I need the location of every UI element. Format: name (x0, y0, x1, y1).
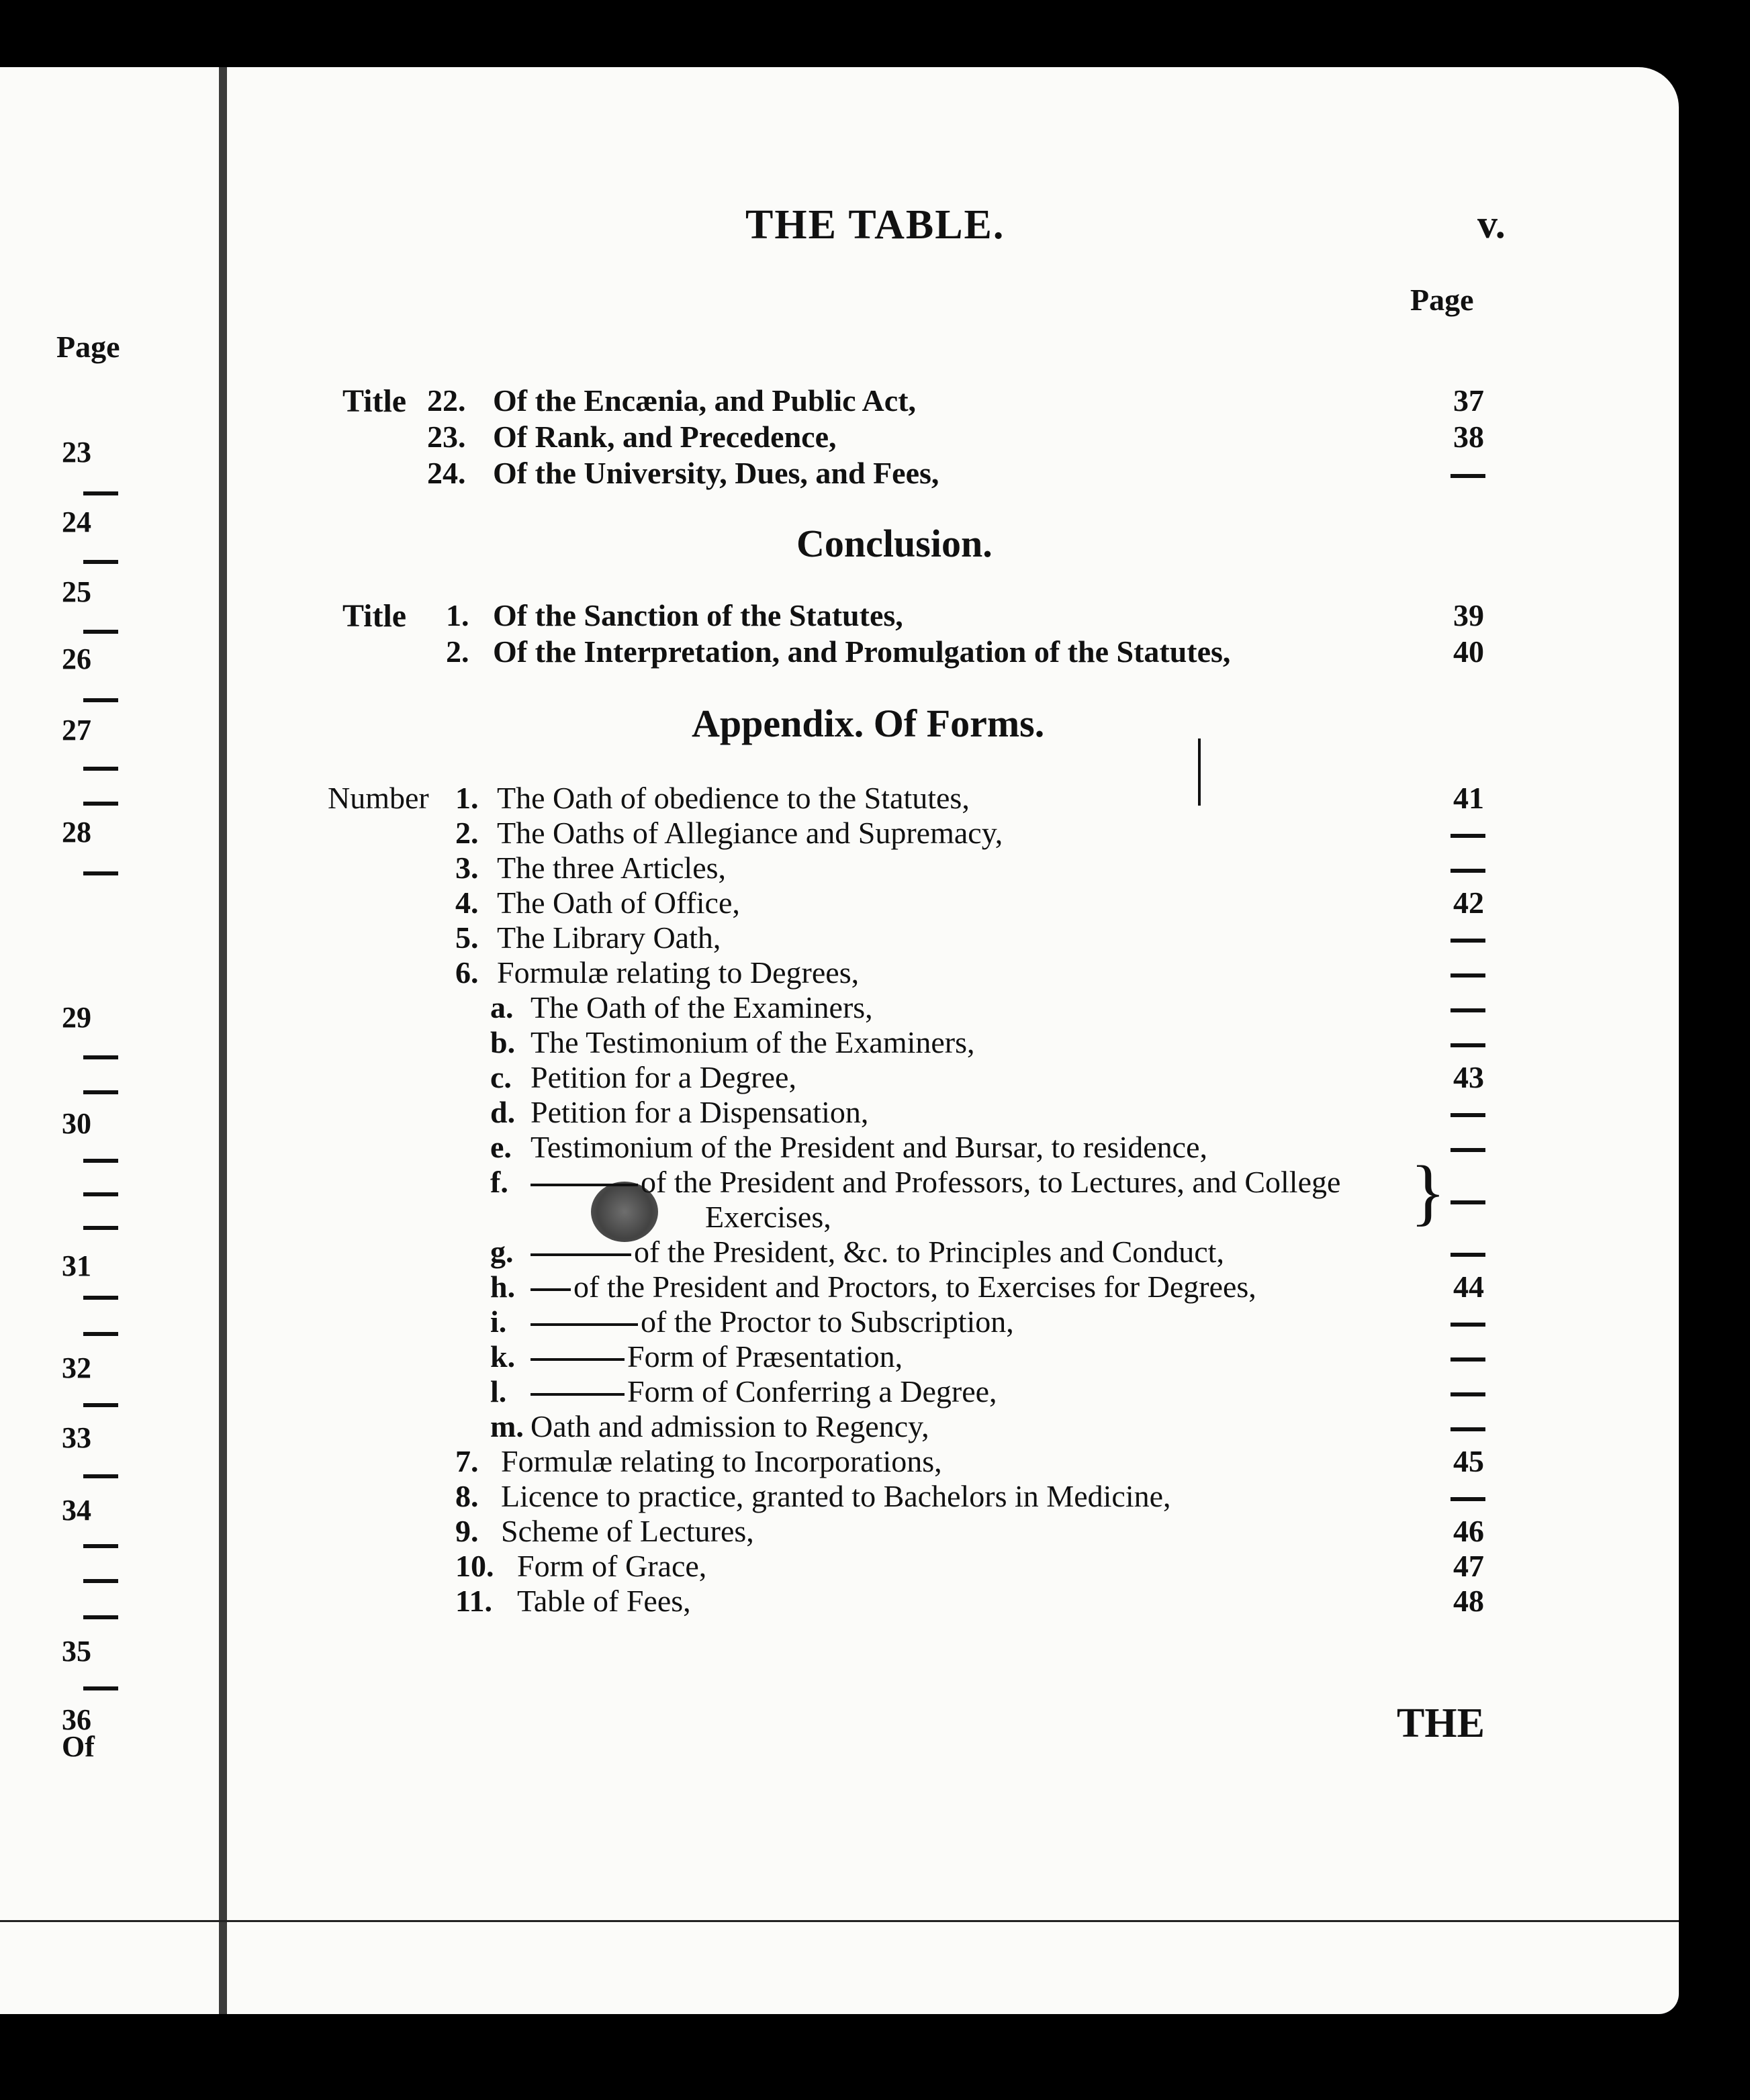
conclusion-title-label: Title (342, 598, 407, 634)
entry-text: The Oath of Office, (497, 886, 740, 920)
page-dash (1450, 1148, 1485, 1152)
entry-number: 24. (427, 456, 466, 490)
sub-entry-letter: d. (490, 1095, 516, 1129)
page-dash (1450, 1392, 1485, 1396)
sub-entry-row (531, 1059, 796, 1095)
page-dash (1450, 1113, 1485, 1117)
margin-dash (83, 1090, 118, 1094)
entry-text: The Oaths of Allegiance and Supremacy, (497, 816, 1003, 850)
sub-entry-row (531, 1304, 1014, 1339)
page-number: 37 (1453, 383, 1484, 418)
page-number: 38 (1453, 420, 1484, 454)
sub-entry-row (531, 1129, 1207, 1165)
sub-entry-row (531, 1374, 997, 1409)
page-dash (1450, 1253, 1485, 1257)
brace-mark: } (1410, 1151, 1446, 1233)
sub-entry-row (531, 1024, 975, 1060)
margin-dash (83, 767, 118, 771)
page-dash (1450, 1357, 1485, 1362)
margin-dash (83, 1055, 118, 1059)
page-dash (1450, 1497, 1485, 1501)
page-dash (1450, 869, 1485, 873)
sub-entry-letter: a. (490, 990, 514, 1024)
sub-entry-text: Oath and admission to Regency, (531, 1409, 929, 1443)
entry-number: 5. (455, 920, 479, 955)
margin-dash (83, 630, 118, 634)
entry-text: Licence to practice, granted to Bachelors in Medicine, (501, 1479, 1171, 1513)
margin-page-number: 30 (62, 1107, 91, 1140)
page-dash (1450, 1323, 1485, 1327)
entry-text: Of the Interpretation, and Promulgation of the Statutes, (493, 634, 1231, 669)
margin-page-number: 33 (62, 1421, 91, 1454)
entry-text: Form of Grace, (517, 1549, 707, 1583)
margin-page-number: Of (62, 1730, 95, 1763)
page-dash (1450, 1043, 1485, 1047)
margin-page-number: 34 (62, 1494, 91, 1527)
sub-entry-row (531, 1269, 1256, 1304)
catchword: THE (1397, 1701, 1485, 1746)
sub-entry-letter: e. (490, 1130, 512, 1164)
sub-entry-row (531, 1339, 903, 1374)
sub-entry-letter: h. (490, 1270, 516, 1304)
margin-page-number: 27 (62, 714, 91, 747)
entry-number: 3. (455, 851, 479, 885)
page-number: 39 (1453, 598, 1484, 632)
entry-number: 1. (446, 598, 469, 632)
entry-text: Of the Sanction of the Statutes, (493, 598, 903, 632)
page-spine (219, 67, 227, 2014)
entry-number: 7. (455, 1444, 479, 1478)
margin-dash (83, 1226, 118, 1230)
sub-entry-text: Testimonium of the President and Bursar, to residence, (531, 1130, 1207, 1164)
margin-page-number: 25 (62, 575, 91, 608)
margin-dash (83, 1544, 118, 1548)
margin-page-number: 32 (62, 1351, 91, 1384)
number-label: Number (328, 781, 429, 815)
entry-number: 22. (427, 383, 466, 418)
sub-entry-text: The Oath of the Examiners, (531, 990, 873, 1024)
margin-page-number: 31 (62, 1249, 91, 1282)
page-number: 45 (1453, 1444, 1484, 1478)
entry-number: 9. (455, 1514, 479, 1548)
entry-number: 2. (446, 634, 469, 669)
margin-page-number: 26 (62, 642, 91, 675)
sub-entry-text: Form of Præsentation, (627, 1339, 903, 1374)
margin-dash (83, 1332, 118, 1336)
entry-text: Scheme of Lectures, (501, 1514, 754, 1548)
ditto-rule (531, 1323, 638, 1326)
sub-entry-text: The Testimonium of the Examiners, (531, 1025, 975, 1059)
entry-number: 4. (455, 886, 479, 920)
page-number: 44 (1453, 1270, 1484, 1304)
margin-page-number: 28 (62, 816, 91, 849)
page-dash (1450, 1200, 1485, 1204)
entry-text: The three Articles, (497, 851, 727, 885)
ditto-rule (531, 1358, 625, 1361)
appendix-heading: Appendix. Of Forms. (692, 702, 1045, 745)
page-number: 46 (1453, 1514, 1484, 1548)
margin-dash (83, 1192, 118, 1196)
entry-text: Formulæ relating to Degrees, (497, 955, 860, 990)
entry-number: 2. (455, 816, 479, 850)
margin-dash (83, 871, 118, 875)
margin-page-number: 35 (62, 1635, 91, 1668)
ink-mark (1198, 738, 1201, 806)
ditto-rule (531, 1288, 571, 1291)
page-number: 48 (1453, 1584, 1484, 1618)
page-title: THE TABLE. (745, 202, 1005, 248)
sub-entry-row (531, 1164, 1340, 1200)
entry-number: 8. (455, 1479, 479, 1513)
entry-number: 1. (455, 781, 479, 815)
page-column-label: Page (1410, 283, 1474, 317)
book-page (0, 67, 1679, 2014)
ditto-rule (531, 1393, 625, 1396)
entry-text: Of Rank, and Precedence, (493, 420, 837, 454)
page-dash (1450, 939, 1485, 943)
title-label: Title (342, 383, 407, 419)
margin-dash (83, 802, 118, 806)
sub-entry-letter: f. (490, 1165, 508, 1199)
entry-text: Of the University, Dues, and Fees, (493, 456, 939, 490)
entry-number: 11. (455, 1584, 492, 1618)
margin-dash (83, 560, 118, 564)
sub-entry-letter: b. (490, 1025, 516, 1059)
margin-page-number: 24 (62, 506, 91, 538)
margin-page-number: 29 (62, 1001, 91, 1034)
margin-dash (83, 1403, 118, 1407)
page-number: 42 (1453, 886, 1484, 920)
sub-entry-text: of the President and Professors, to Lectures, and College (641, 1165, 1341, 1199)
sub-entry-row (531, 1094, 868, 1130)
page-number: 41 (1453, 781, 1484, 815)
page-numeral: v. (1477, 202, 1506, 246)
page-number: 47 (1453, 1549, 1484, 1583)
entry-text: The Library Oath, (497, 920, 721, 955)
margin-dash (83, 491, 118, 495)
page-dash (1450, 1008, 1485, 1012)
sub-entry-text: of the President and Proctors, to Exercises for Degrees, (573, 1270, 1256, 1304)
page-dash (1450, 834, 1485, 838)
entry-number: 10. (455, 1549, 494, 1583)
ditto-rule (531, 1253, 631, 1256)
entry-text: Formulæ relating to Incorporations, (501, 1444, 942, 1478)
sub-entry-letter: g. (490, 1235, 514, 1269)
sub-entry-text: Petition for a Dispensation, (531, 1095, 869, 1129)
page-dash (1450, 973, 1485, 977)
margin-page-label: Page (56, 330, 120, 364)
entry-number: 23. (427, 420, 466, 454)
conclusion-heading: Conclusion. (796, 522, 993, 565)
scan-line (0, 1920, 1679, 1922)
margin-dash (83, 1296, 118, 1300)
entry-number: 6. (455, 955, 479, 990)
sub-entry-letter: c. (490, 1060, 512, 1094)
sub-entry-text: Petition for a Degree, (531, 1060, 796, 1094)
page-number: 43 (1453, 1060, 1484, 1094)
margin-dash (83, 1579, 118, 1583)
sub-entry-text-continued: Exercises, (705, 1200, 831, 1234)
margin-dash (83, 1615, 118, 1619)
sub-entry-letter: m. (490, 1409, 524, 1443)
entry-text: Of the Encænia, and Public Act, (493, 383, 917, 418)
margin-dash (83, 1474, 118, 1478)
margin-page-number: 36 (62, 1703, 91, 1736)
page-dash (1450, 474, 1485, 478)
sub-entry-row (531, 990, 873, 1025)
sub-entry-text: of the President, &c. to Principles and Conduct, (634, 1235, 1224, 1269)
ditto-rule (531, 1184, 638, 1186)
margin-dash (83, 1159, 118, 1163)
page-number: 40 (1453, 634, 1484, 669)
margin-page-number: 23 (62, 436, 91, 469)
margin-dash (83, 1686, 118, 1690)
entry-text: Table of Fees, (517, 1584, 691, 1618)
page-dash (1450, 1427, 1485, 1431)
entry-text: The Oath of obedience to the Statutes, (497, 781, 970, 815)
margin-dash (83, 698, 118, 702)
sub-entry-row (531, 1409, 929, 1444)
sub-entry-text: of the Proctor to Subscription, (641, 1304, 1014, 1339)
sub-entry-letter: i. (490, 1304, 507, 1339)
sub-entry-text: Form of Conferring a Degree, (627, 1374, 997, 1409)
sub-entry-letter: l. (490, 1374, 507, 1409)
sub-entry-letter: k. (490, 1339, 516, 1374)
sub-entry-row (531, 1234, 1224, 1270)
